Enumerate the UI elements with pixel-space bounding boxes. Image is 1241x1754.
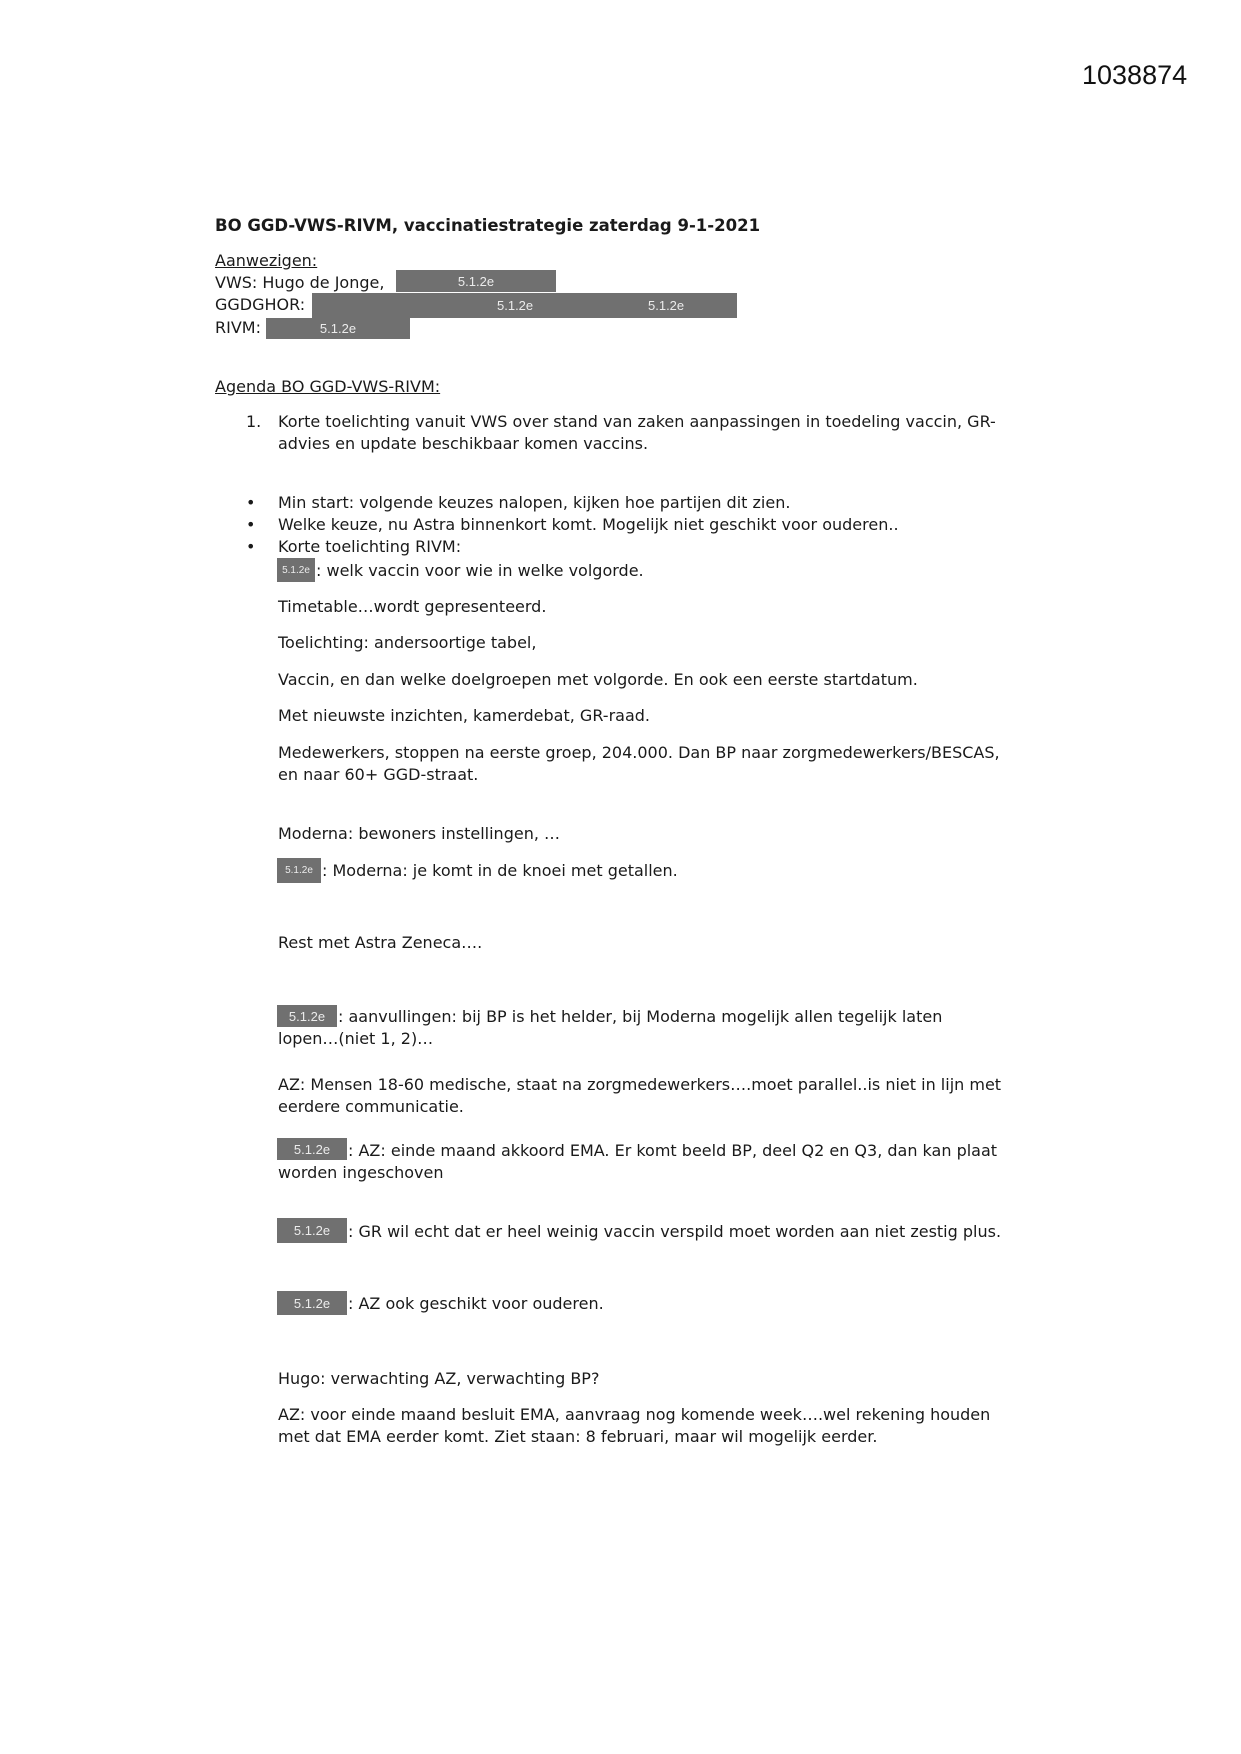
note-text: Moderna: bewoners instellingen, … — [278, 824, 560, 843]
note-text: : AZ: einde maand akkoord EMA. Er komt beeld BP, deel Q2 en Q3, dan kan plaat — [348, 1141, 998, 1160]
note-text: lopen…(niet 1, 2)… — [278, 1029, 434, 1048]
bullet-marker: • — [246, 515, 256, 534]
note-text: : GR wil echt dat er heel weinig vaccin verspild moet worden aan niet zestig plus. — [348, 1222, 1002, 1241]
attendees-ggdghor: GGDGHOR: — [215, 295, 306, 314]
note-text: : AZ ook geschikt voor ouderen. — [348, 1294, 604, 1313]
note-text: AZ: voor einde maand besluit EMA, aanvraag nog komende week….wel rekening houden — [278, 1405, 991, 1424]
redaction-label: 5.1.2e — [497, 298, 534, 313]
agenda-item-number: 1. — [246, 412, 262, 431]
bullet-text: Korte toelichting RIVM: — [278, 537, 462, 556]
note-text: worden ingeschoven — [278, 1163, 444, 1182]
bullet-text: Welke keuze, nu Astra binnenkort komt. Mogelijk niet geschikt voor ouderen.. — [278, 515, 899, 534]
redaction-block: 5.1.2e — [277, 1218, 347, 1243]
redaction-block: 5.1.2e — [396, 270, 556, 292]
note-text: AZ: Mensen 18-60 medische, staat na zorgmedewerkers….moet parallel..is niet in lijn met — [278, 1075, 1002, 1094]
redaction-block: 5.1.2e — [277, 1291, 347, 1315]
redaction-block: 5.1.2e — [277, 558, 315, 582]
attendees-rivm: RIVM: — [215, 318, 261, 337]
note-text: Timetable…wordt gepresenteerd. — [278, 597, 547, 616]
attendees-vws: VWS: Hugo de Jonge, — [215, 273, 385, 292]
attendees-heading: Aanwezigen: — [215, 251, 318, 270]
document-title: BO GGD-VWS-RIVM, vaccinatiestrategie zaterdag 9-1-2021 — [215, 216, 761, 235]
note-text: : Moderna: je komt in de knoei met getallen. — [322, 861, 678, 880]
redaction-block: 5.1.2e — [277, 858, 321, 883]
redaction-block: 5.1.2e — [277, 1005, 337, 1027]
redaction-label: 5.1.2e — [648, 298, 685, 313]
agenda-item-text: advies en update beschikbaar komen vaccins. — [278, 434, 649, 453]
note-text: : welk vaccin voor wie in welke volgorde. — [316, 561, 644, 580]
note-text: : aanvullingen: bij BP is het helder, bij Moderna mogelijk allen tegelijk laten — [338, 1007, 943, 1026]
note-text: Hugo: verwachting AZ, verwachting BP? — [278, 1369, 600, 1388]
agenda-heading: Agenda BO GGD-VWS-RIVM: — [215, 377, 441, 396]
redaction-block: 5.1.2e — [266, 318, 410, 339]
bullet-marker: • — [246, 493, 256, 512]
note-text: eerdere communicatie. — [278, 1097, 464, 1116]
bullet-marker: • — [246, 537, 256, 556]
redaction-block — [312, 293, 737, 318]
document-number: 1038874 — [1082, 60, 1188, 90]
note-text: Rest met Astra Zeneca…. — [278, 933, 483, 952]
note-text: en naar 60+ GGD-straat. — [278, 765, 479, 784]
note-text: Toelichting: andersoortige tabel, — [278, 633, 537, 652]
agenda-item-text: Korte toelichting vanuit VWS over stand van zaken aanpassingen in toedeling vaccin, GR- — [278, 412, 996, 431]
note-text: Met nieuwste inzichten, kamerdebat, GR-raad. — [278, 706, 650, 725]
note-text: Medewerkers, stoppen na eerste groep, 204.000. Dan BP naar zorgmedewerkers/BESCAS, — [278, 743, 1000, 762]
redaction-block: 5.1.2e — [277, 1138, 347, 1160]
note-text: Vaccin, en dan welke doelgroepen met volgorde. En ook een eerste startdatum. — [278, 670, 918, 689]
note-text: met dat EMA eerder komt. Ziet staan: 8 februari, maar wil mogelijk eerder. — [278, 1427, 878, 1446]
bullet-text: Min start: volgende keuzes nalopen, kijken hoe partijen dit zien. — [278, 493, 791, 512]
